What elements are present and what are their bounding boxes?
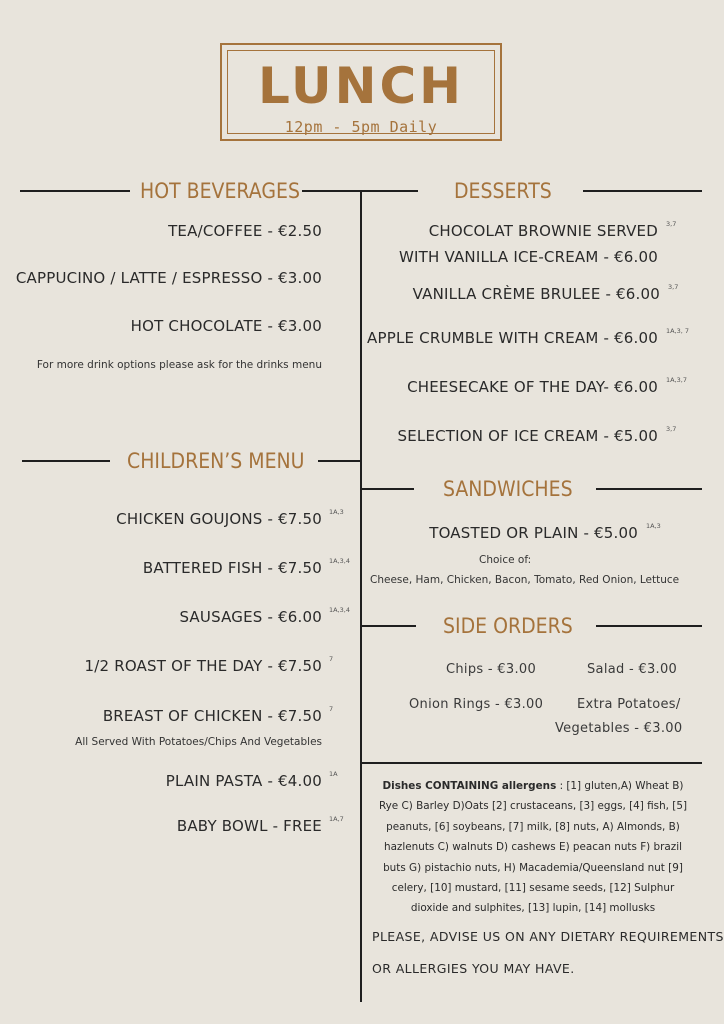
side-orders-rule-right bbox=[596, 625, 702, 627]
allergen-code: 1A,7 bbox=[329, 815, 344, 823]
allergen-code: 1A,3,7 bbox=[666, 376, 687, 384]
dessert-item: APPLE CRUMBLE WITH CREAM - €6.00 bbox=[367, 329, 658, 347]
center-divider bbox=[360, 190, 362, 1002]
side-order-item-line1: Extra Potatoes/ bbox=[577, 697, 681, 712]
drinks-menu-note: For more drink options please ask for the drinks menu bbox=[36, 359, 322, 371]
dessert-item: SELECTION OF ICE CREAM - €5.00 bbox=[397, 427, 658, 445]
allergen-list: : [1] gluten,A) Wheat B) Rye C) Barley D)Oats [2] crustaceans, [3] eggs, [4] fish, [5] peanuts, [6] soybeans, [7] milk, [8] nuts, A) Almonds, B) hazlenuts C) walnuts D) cashews E) peacan nuts F) brazil buts G) pistachio nuts, H) Macademia/Queensland nut [9] celery, [10] mustard, [11] sesame seeds, [12] Sulphur dioxide and sulphites, [13] lupin, [14] mollusks bbox=[378, 780, 688, 915]
hot-beverage-item: CAPPUCINO / LATTE / ESPRESSO - €3.00 bbox=[15, 269, 322, 287]
sandwiches-heading: SANDWICHES bbox=[443, 477, 573, 501]
childrens-item: BABY BOWL - FREE bbox=[176, 817, 322, 835]
childrens-item: 1/2 ROAST OF THE DAY - €7.50 bbox=[84, 657, 322, 675]
allergen-code: 1A,3 bbox=[329, 508, 344, 516]
allergen-section-rule bbox=[361, 762, 702, 764]
childrens-item: PLAIN PASTA - €4.00 bbox=[165, 772, 322, 790]
sandwich-choices: Cheese, Ham, Chicken, Bacon, Tomato, Red Onion, Lettuce bbox=[370, 574, 680, 586]
side-orders-rule-left bbox=[361, 625, 416, 627]
allergen-code: 1A,3, 7 bbox=[666, 327, 690, 335]
childrens-menu-heading: CHILDREN’S MENU bbox=[127, 449, 305, 473]
sandwiches-rule-right bbox=[596, 488, 702, 490]
allergen-information bbox=[372, 776, 694, 919]
dessert-item: VANILLA CRÈME BRULEE - €6.00 bbox=[412, 285, 660, 303]
allergen-code: 7 bbox=[329, 705, 334, 713]
childrens-menu-rule-right bbox=[318, 460, 360, 462]
childrens-item: CHICKEN GOUJONS - €7.50 bbox=[116, 510, 322, 528]
title-box bbox=[220, 43, 502, 141]
childrens-menu-rule-left bbox=[22, 460, 110, 462]
allergen-code: 1A bbox=[329, 770, 338, 778]
side-order-item: Onion Rings - €3.00 bbox=[409, 697, 544, 712]
hot-beverages-rule-left bbox=[20, 190, 130, 192]
menu-title: LUNCH bbox=[257, 57, 465, 115]
childrens-item: BATTERED FISH - €7.50 bbox=[142, 559, 322, 577]
hot-beverage-item: TEA/COFFEE - €2.50 bbox=[168, 222, 322, 240]
hot-beverages-rule-right bbox=[302, 190, 418, 192]
side-orders-heading: SIDE ORDERS bbox=[443, 614, 573, 638]
side-order-item: Salad - €3.00 bbox=[587, 662, 678, 677]
hot-beverage-item: HOT CHOCOLATE - €3.00 bbox=[130, 317, 322, 335]
dessert-item-line1: CHOCOLAT BROWNIE SERVED bbox=[428, 222, 658, 240]
sandwiches-rule-left bbox=[361, 488, 414, 490]
allergen-code: 3,7 bbox=[668, 283, 679, 291]
dessert-item-line2: WITH VANILLA ICE-CREAM - €6.00 bbox=[398, 248, 658, 266]
sandwich-choice-label: Choice of: bbox=[479, 554, 532, 566]
side-order-item: Chips - €3.00 bbox=[446, 662, 537, 677]
allergen-lead: Dishes CONTAINING allergens bbox=[382, 780, 557, 792]
dietary-advice-line2: OR ALLERGIES YOU MAY HAVE. bbox=[372, 961, 575, 976]
desserts-heading: DESSERTS bbox=[454, 179, 552, 203]
childrens-item: BREAST OF CHICKEN - €7.50 bbox=[102, 707, 322, 725]
dietary-advice-line1: PLEASE, ADVISE US ON ANY DIETARY REQUIREMENTS bbox=[372, 929, 724, 944]
menu-hours: 12pm - 5pm Daily bbox=[284, 118, 438, 136]
allergen-code: 1A,3 bbox=[646, 522, 661, 530]
allergen-code: 3,7 bbox=[666, 220, 677, 228]
allergen-code: 3,7 bbox=[666, 425, 677, 433]
sandwich-item: TOASTED OR PLAIN - €5.00 bbox=[429, 524, 638, 542]
side-order-item-line2: Vegetables - €3.00 bbox=[555, 721, 683, 736]
childrens-served-with-note: All Served With Potatoes/Chips And Vegetables bbox=[75, 736, 322, 748]
allergen-code: 1A,3,4 bbox=[329, 606, 350, 614]
hot-beverages-heading: HOT BEVERAGES bbox=[140, 179, 300, 203]
desserts-rule-right bbox=[583, 190, 702, 192]
allergen-code: 1A,3,4 bbox=[329, 557, 350, 565]
allergen-code: 7 bbox=[329, 655, 334, 663]
childrens-item: SAUSAGES - €6.00 bbox=[179, 608, 322, 626]
dessert-item: CHEESECAKE OF THE DAY- €6.00 bbox=[407, 378, 658, 396]
